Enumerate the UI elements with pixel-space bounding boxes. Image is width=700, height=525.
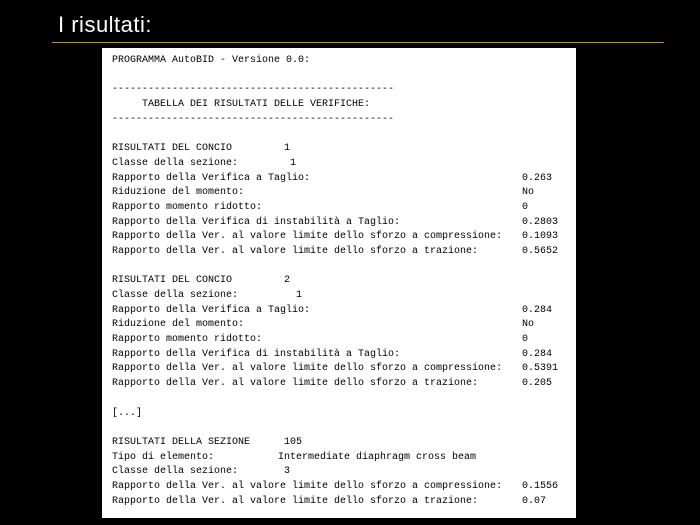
result-value: 0 xyxy=(522,334,529,346)
result-label: Rapporto della Ver. al valore limite dello sforzo a compressione: xyxy=(112,363,503,375)
program-output-document xyxy=(102,48,576,518)
table-title: TABELLA DEI RISULTATI DELLE VERIFICHE: xyxy=(142,99,371,111)
tipo-label: Tipo di elemento: xyxy=(112,451,215,463)
result-row xyxy=(112,333,568,348)
result-row xyxy=(112,377,568,392)
result-row xyxy=(112,495,568,510)
separator-bottom: ----------------------------------------------- xyxy=(112,113,395,125)
concio-2-classe xyxy=(112,289,568,304)
result-row xyxy=(112,172,568,187)
slide-title: I risultati: xyxy=(58,12,153,37)
program-header: PROGRAMMA AutoBID - Versione 0.0: xyxy=(112,55,311,66)
result-value: No xyxy=(522,187,535,199)
blank-line xyxy=(112,392,568,407)
result-value: 0.2803 xyxy=(522,216,559,228)
result-label: Rapporto della Verifica di instabilità a Taglio: xyxy=(112,216,401,228)
result-value: 0 xyxy=(522,201,529,213)
classe-value: 3 xyxy=(284,466,291,478)
concio-number: 2 xyxy=(284,275,291,287)
result-row xyxy=(112,186,568,201)
concio-label: RISULTATI DEL CONCIO xyxy=(112,275,233,287)
concio-2-heading xyxy=(112,274,568,289)
result-row xyxy=(112,201,568,216)
result-row xyxy=(112,480,568,495)
result-label: Rapporto della Verifica a Taglio: xyxy=(112,172,311,184)
concio-number: 1 xyxy=(284,143,291,155)
result-value: 0.205 xyxy=(522,378,553,390)
result-value: 0.284 xyxy=(522,304,553,316)
classe-value: 1 xyxy=(296,290,303,301)
result-value: 0.5391 xyxy=(522,363,559,375)
concio-1-heading xyxy=(112,142,568,157)
program-output-text xyxy=(112,54,568,509)
result-value: 0.1556 xyxy=(522,480,559,492)
result-label: Rapporto della Verifica di instabilità a Taglio: xyxy=(112,348,401,360)
result-row xyxy=(112,230,568,245)
result-row xyxy=(112,245,568,260)
sezione-classe xyxy=(112,465,568,480)
result-label: Rapporto della Ver. al valore limite dello sforzo a trazione: xyxy=(112,245,479,257)
result-label: Rapporto momento ridotto: xyxy=(112,201,263,213)
blank-line xyxy=(112,260,568,275)
result-row xyxy=(112,216,568,231)
concio-label: RISULTATI DEL CONCIO xyxy=(112,143,233,155)
tipo-value: Intermediate diaphragm cross beam xyxy=(278,451,477,463)
blank-line xyxy=(112,127,568,142)
sezione-number: 105 xyxy=(284,436,303,448)
classe-label: Classe della sezione: xyxy=(112,290,239,301)
result-label: Riduzione del momento: xyxy=(112,187,245,199)
classe-label: Classe della sezione: xyxy=(112,157,239,169)
title-underline xyxy=(52,42,664,43)
result-label: Rapporto della Ver. al valore limite dello sforzo a trazione: xyxy=(112,495,479,507)
sezione-heading xyxy=(112,436,568,451)
result-label: Rapporto della Verifica a Taglio: xyxy=(112,304,311,316)
tipo-elemento xyxy=(112,451,568,466)
result-value: 0.1093 xyxy=(522,231,559,243)
result-row xyxy=(112,318,568,333)
concio-1-classe xyxy=(112,157,568,172)
result-label: Rapporto momento ridotto: xyxy=(112,334,263,346)
blank-line xyxy=(112,69,568,84)
result-value: 0.263 xyxy=(522,172,553,184)
result-value: No xyxy=(522,319,535,331)
result-label: Rapporto della Ver. al valore limite dello sforzo a compressione: xyxy=(112,480,503,492)
separator-top: ----------------------------------------------- xyxy=(112,84,395,96)
result-value: 0.5652 xyxy=(522,245,559,257)
result-label: Rapporto della Ver. al valore limite dello sforzo a trazione: xyxy=(112,378,479,390)
result-value: 0.284 xyxy=(522,348,553,360)
result-row xyxy=(112,304,568,319)
result-label: Riduzione del momento: xyxy=(112,319,245,331)
result-value: 0.07 xyxy=(522,495,547,507)
ellipsis: [...] xyxy=(112,407,143,419)
result-row xyxy=(112,362,568,377)
result-label: Rapporto della Ver. al valore limite dello sforzo a compressione: xyxy=(112,231,503,243)
sezione-label: RISULTATI DELLA SEZIONE xyxy=(112,436,251,448)
classe-label: Classe della sezione: xyxy=(112,466,239,478)
result-row xyxy=(112,348,568,363)
blank-line xyxy=(112,421,568,436)
classe-value: 1 xyxy=(290,157,297,169)
